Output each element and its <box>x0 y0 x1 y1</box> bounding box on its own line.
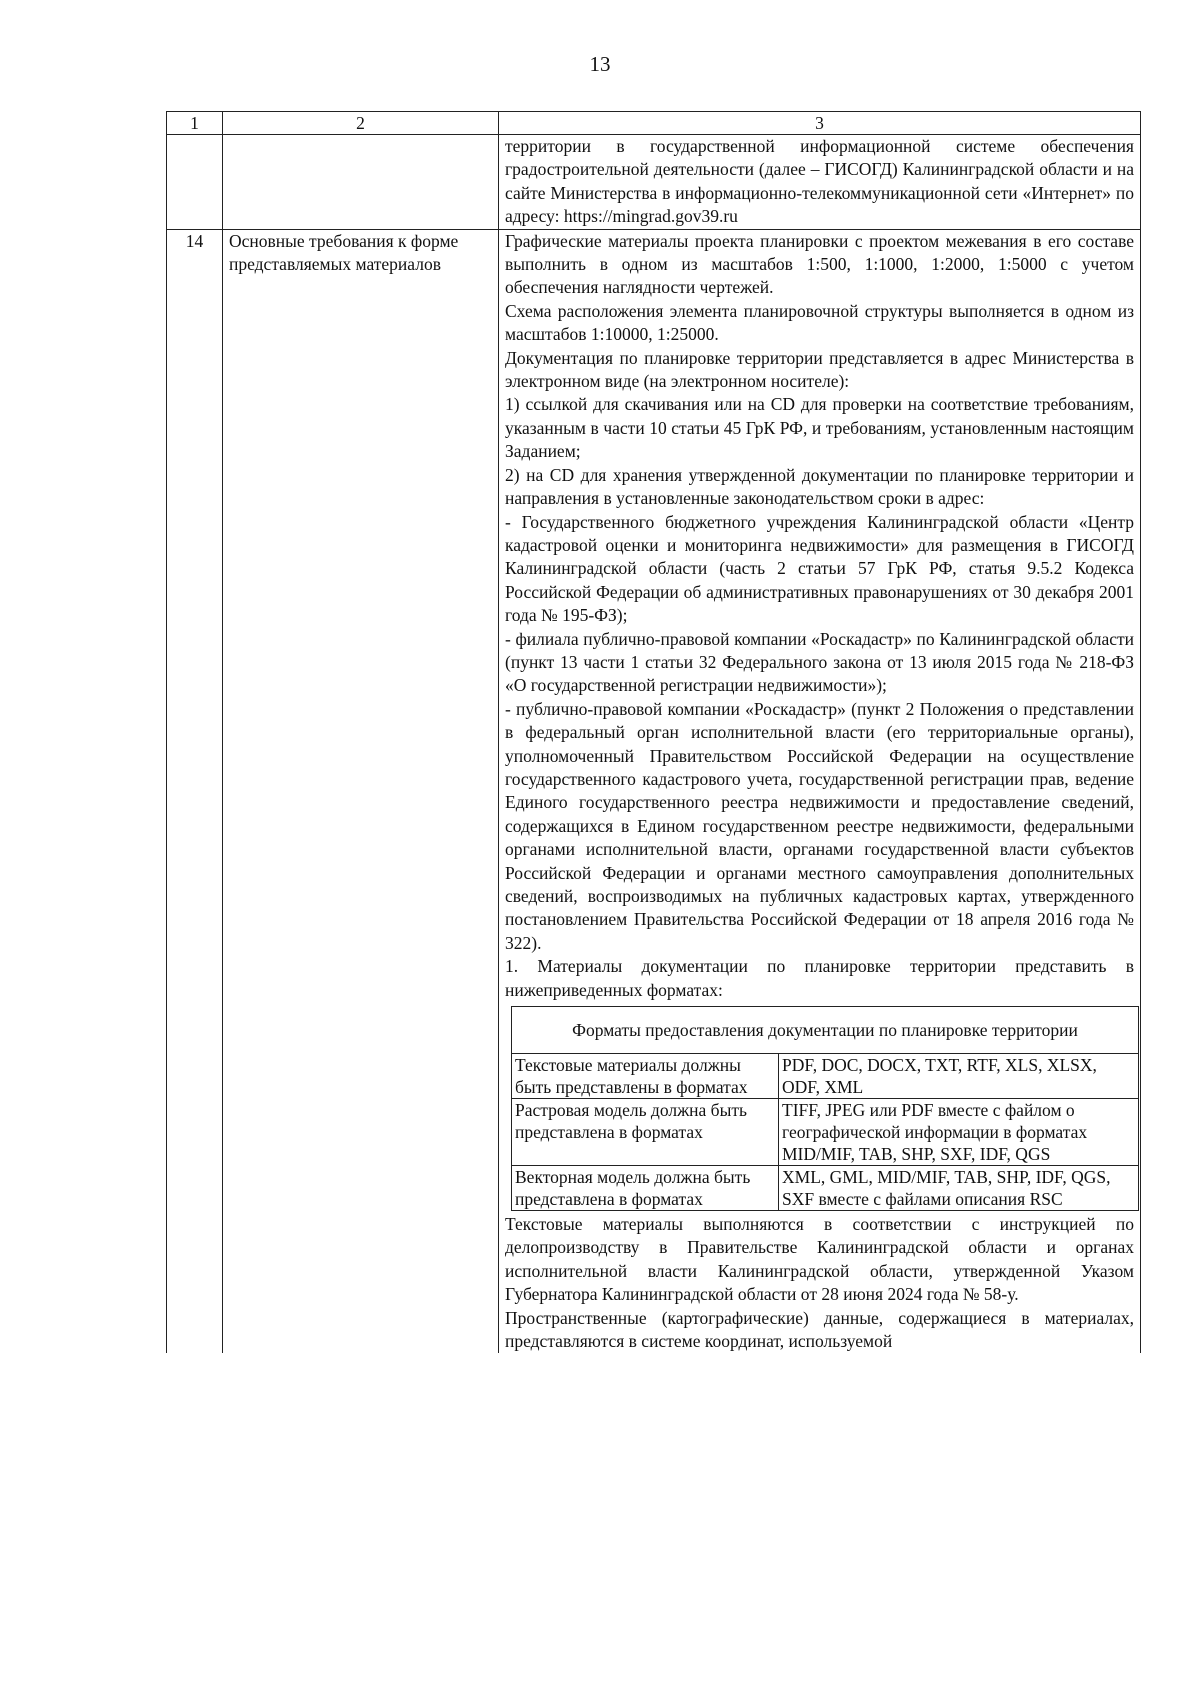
paragraph: - филиала публично-правовой компании «Роскадастр» по Калининградской области (пункт 13 части 1 статьи 32 Федерального закона от 13 июля 2015 года № 218-ФЗ «О государственной регистрации недвижимости»); <box>505 628 1134 696</box>
paragraph: - публично-правовой компании «Роскадастр» (пункт 2 Положения о представлении в федеральный орган исполнительной власти (его территориальные органы), уполномоченный Правительством Российской Федерации на осуществление государственного кадастрового учета, государственной регистрации прав, ведение Единого государственного реестра недвижимости и предоставление сведений, содержащихся в Едином государственном реестре недвижимости, федеральными органами исполнительной власти, органами государственной власти субъектов Российской Федерации и органами местного самоуправления дополнительных сведений, воспроизводимых на публичных кадастровых картах, утвержденного постановлением Правительства Российской Федерации от 18 апреля 2016 года № 322). <box>505 698 1134 953</box>
paragraph: 2) на CD для хранения утвержденной документации по планировке территории и направления в установленные законодательством сроки в адрес: <box>505 464 1134 509</box>
paragraph: Графические материалы проекта планировки с проектом межевания в его составе выполнить в одном из масштабов 1:500, 1:1000, 1:2000, 1:5000 с учетом обеспечения наглядности чертежей. <box>505 230 1134 298</box>
formats-table-title-row <box>512 1007 1139 1054</box>
formats-table-row <box>512 1166 1139 1211</box>
table-row-continuation <box>167 135 1141 230</box>
formats-table-row <box>512 1099 1139 1166</box>
formats-value: PDF, DOC, DOCX, TXT, RTF, XLS, XLSX, ODF, XML <box>779 1054 1139 1099</box>
paragraph: - Государственного бюджетного учреждения Калининградской области «Центр кадастровой оценки и мониторинга недвижимости» для размещения в ГИСОГД Калининградской области (часть 2 статьи 57 ГрК РФ, статья 9.5.2 Кодекса Российской Федерации об административных правонарушениях от 30 декабря 2001 года № 195-ФЗ); <box>505 511 1134 626</box>
page-number: 13 <box>589 52 611 76</box>
column-header-3: 3 <box>499 112 1141 135</box>
paragraph: Документация по планировке территории представляется в адрес Министерства в электронном виде (на электронном носителе): <box>505 347 1134 392</box>
formats-table <box>511 1006 1139 1211</box>
row-content <box>499 229 1141 1353</box>
formats-label: Векторная модель должна быть представлена в форматах <box>512 1166 779 1211</box>
formats-label: Текстовые материалы должны быть представлены в форматах <box>512 1054 779 1099</box>
paragraph: Схема расположения элемента планировочной структуры выполняется в одном из масштабов 1:10000, 1:25000. <box>505 300 1134 345</box>
row-name <box>223 135 499 230</box>
column-header-2: 2 <box>223 112 499 135</box>
formats-value: TIFF, JPEG или PDF вместе с файлом о географической информации в форматах MID/MIF, TAB, SHP, SXF, IDF, QGS <box>779 1099 1139 1166</box>
formats-value: XML, GML, MID/MIF, TAB, SHP, IDF, QGS, SXF вместе с файлами описания RSC <box>779 1166 1139 1211</box>
formats-label: Растровая модель должна быть представлена в форматах <box>512 1099 779 1166</box>
row-number: 14 <box>167 229 223 1353</box>
table-header-row <box>167 112 1141 135</box>
table-row-14 <box>167 229 1141 1353</box>
formats-table-title: Форматы предоставления документации по планировке территории <box>512 1007 1139 1054</box>
formats-table-row <box>512 1054 1139 1099</box>
paragraph: 1) ссылкой для скачивания или на CD для проверки на соответствие требованиям, указанным в части 10 статьи 45 ГрК РФ, и требованиям, установленным настоящим Заданием; <box>505 394 1134 462</box>
row-name: Основные требования к форме представляемых материалов <box>223 229 499 1353</box>
row-text: территории в государственной информационной системе обеспечения градостроительной деятельности (далее – ГИСОГД) Калининградской области и на сайте Министерства в информационно-телекоммуникационной сети «Интернет» по адресу: https://mingrad.gov39.ru <box>499 135 1141 230</box>
paragraph: 1. Материалы документации по планировке территории представить в нижеприведенных форматах: <box>505 956 1134 1000</box>
paragraph: Текстовые материалы выполняются в соответствии с инструкцией по делопроизводству в Правительстве Калининградской области и органах исполнительной власти Калининградской области, утвержденной Указом Губернатора Калининградской области от 28 июня 2024 года № 58-у. <box>505 1214 1134 1305</box>
row-number <box>167 135 223 230</box>
column-header-1: 1 <box>167 112 223 135</box>
requirements-table <box>166 111 1141 1353</box>
paragraph: Пространственные (картографические) данные, содержащиеся в материалах, представляются в системе координат, используемой <box>505 1307 1134 1352</box>
